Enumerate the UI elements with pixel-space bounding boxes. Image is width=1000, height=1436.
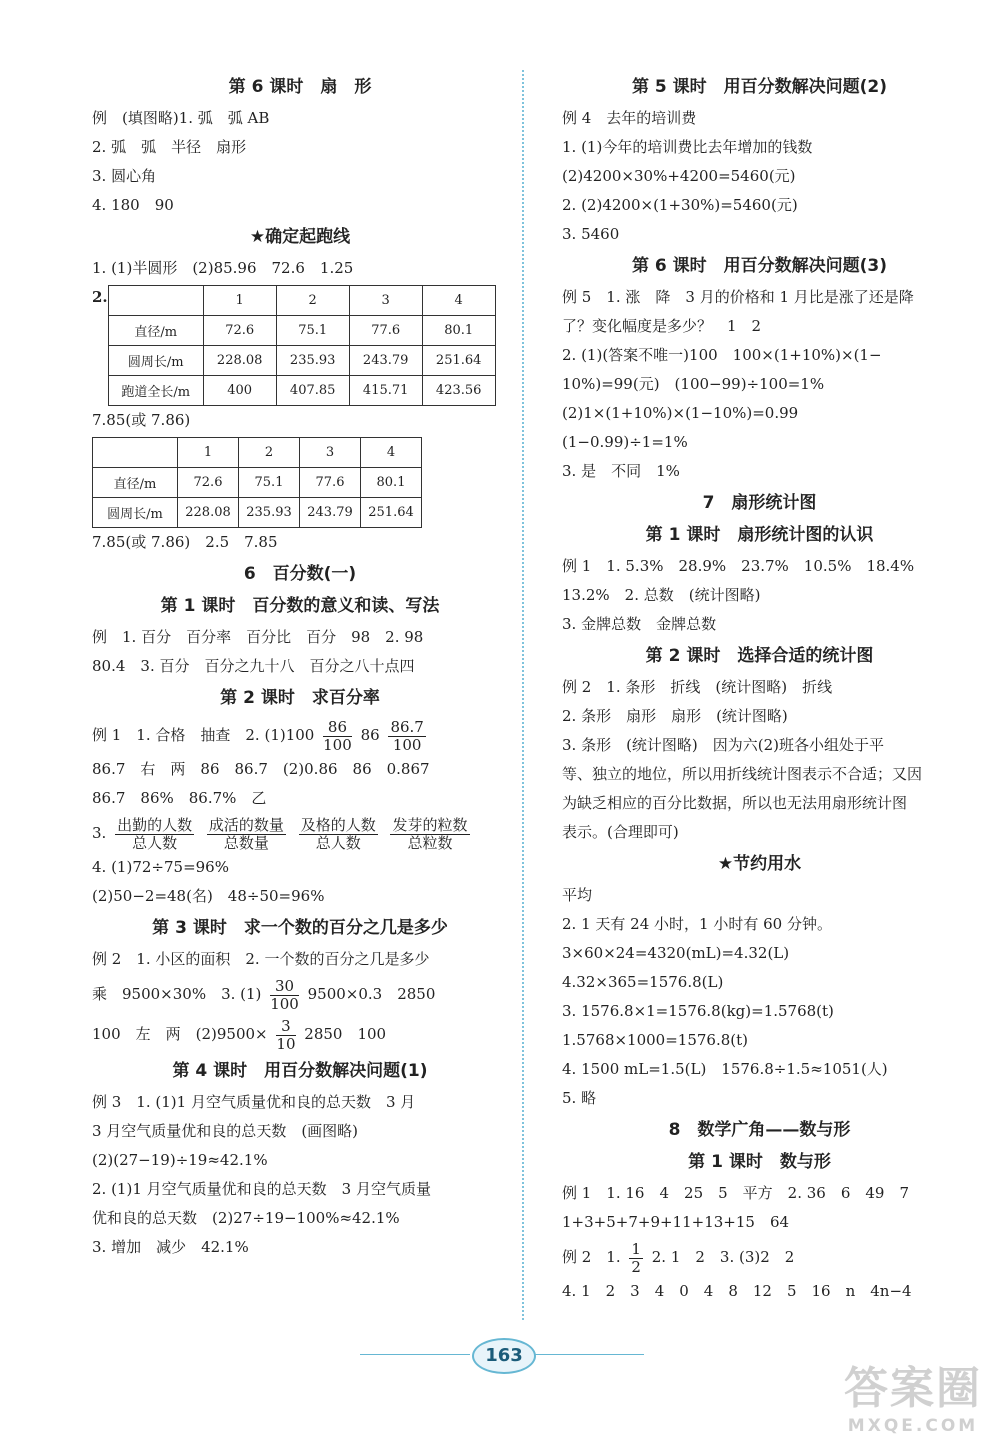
table-cell: 75.1 bbox=[239, 468, 300, 498]
answer-line: 3. 1576.8×1=1576.8(kg)=1.5768(t) bbox=[562, 1002, 834, 1020]
table-cell: 圆周长/m bbox=[93, 498, 178, 528]
answer-line: 例 2 1. 小区的面积 2. 一个数的百分之几是多少 bbox=[92, 950, 430, 968]
answer-line: 4.32×365=1576.8(L) bbox=[562, 973, 724, 991]
answer-line: 3×60×24=4320(mL)=4.32(L) bbox=[562, 944, 790, 962]
answer-line: 1+3+5+7+9+11+13+15 64 bbox=[562, 1213, 790, 1231]
section-title: 第 6 课时 扇 形 bbox=[228, 77, 372, 97]
answer-line: 3. 圆心角 bbox=[92, 167, 157, 185]
table-cell: 228.08 bbox=[178, 498, 239, 528]
denominator: 100 bbox=[392, 735, 422, 754]
numerator: 发芽的粒数 bbox=[392, 815, 468, 834]
lesson-title: 第 2 课时 选择合适的统计图 bbox=[645, 646, 874, 666]
text-span: 乘 9500×30% 3. (1) bbox=[92, 985, 262, 1003]
numerator: 1 bbox=[631, 1239, 641, 1258]
answer-line: 86.7 右 两 86 86.7 (2)0.86 86 0.867 bbox=[92, 760, 430, 778]
answer-line: 了？变化幅度是多少？ 1 2 bbox=[562, 317, 762, 335]
answer-line: 例 1. 百分 百分率 百分比 百分 98 2. 98 bbox=[92, 628, 424, 646]
lesson-title: 第 1 课时 百分数的意义和读、写法 bbox=[160, 596, 440, 616]
numerator: 86.7 bbox=[390, 717, 424, 736]
table-cell: 77.6 bbox=[349, 316, 422, 346]
right-column bbox=[562, 70, 957, 1306]
denominator: 2 bbox=[631, 1257, 641, 1276]
answer-line: (2)1×(1+10%)×(1−10%)=0.99 bbox=[562, 404, 799, 422]
table-cell: 400 bbox=[203, 376, 276, 406]
answer-line: (1−0.99)÷1=1% bbox=[562, 433, 688, 451]
table-cell: 直径/m bbox=[93, 468, 178, 498]
watermark-url: MXQE.COM bbox=[847, 1416, 979, 1436]
answer-line: 7.85(或 7.86) 2.5 7.85 bbox=[92, 533, 278, 551]
footer-rule-right bbox=[534, 1354, 644, 1355]
table-cell: 2 bbox=[276, 286, 349, 316]
fraction bbox=[299, 817, 378, 852]
answer-line bbox=[92, 813, 508, 853]
table-cell: 80.1 bbox=[361, 468, 422, 498]
watermark-text: 答案圈 bbox=[844, 1363, 982, 1414]
table-cell: 228.08 bbox=[203, 346, 276, 376]
answer-line: 2. 1 天有 24 小时，1 小时有 60 分钟。 bbox=[562, 915, 832, 933]
data-table-2 bbox=[92, 437, 422, 528]
table-cell: 235.93 bbox=[239, 498, 300, 528]
answer-line: 2. (2)4200×(1+30%)=5460(元) bbox=[562, 196, 798, 214]
text-span: 例 2 1. bbox=[562, 1248, 621, 1266]
lesson-title: 第 6 课时 用百分数解决问题(3) bbox=[631, 256, 888, 276]
lesson-title: 第 5 课时 用百分数解决问题(2) bbox=[631, 77, 888, 97]
table-row bbox=[108, 376, 495, 406]
answer-line: 4. 180 90 bbox=[92, 196, 174, 214]
table-row bbox=[93, 468, 422, 498]
table-cell: 3 bbox=[349, 286, 422, 316]
answer-line: 例 3 1. (1)1 月空气质量优和良的总天数 3 月 bbox=[92, 1093, 416, 1111]
table-cell bbox=[93, 438, 178, 468]
answer-line: 例 4 去年的培训费 bbox=[562, 109, 697, 127]
fraction bbox=[270, 978, 299, 1013]
answer-line: 为缺乏相应的百分比数据，所以也无法用扇形统计图 bbox=[562, 794, 908, 812]
answer-line: 3. 金牌总数 金牌总数 bbox=[562, 615, 717, 633]
denominator: 总粒数 bbox=[407, 833, 453, 852]
lesson-title: 第 1 课时 数与形 bbox=[688, 1152, 831, 1172]
answer-line bbox=[92, 974, 508, 1014]
table-cell: 1 bbox=[203, 286, 276, 316]
answer-line: 4. (1)72÷75=96% bbox=[92, 858, 229, 876]
answer-line: 1. (1)今年的培训费比去年增加的钱数 bbox=[562, 138, 813, 156]
table-cell: 跑道全长/m bbox=[108, 376, 203, 406]
lesson-title: 第 3 课时 求一个数的百分之几是多少 bbox=[152, 918, 448, 938]
answer-line: 3 月空气质量优和良的总天数 (画图略) bbox=[92, 1122, 359, 1140]
page-number: 163 bbox=[472, 1338, 536, 1374]
section-title: ★节约用水 bbox=[717, 854, 802, 874]
item-number: 3. bbox=[92, 824, 107, 842]
denominator: 10 bbox=[276, 1034, 296, 1053]
answer-line: 86.7 86% 86.7% 乙 bbox=[92, 789, 267, 807]
answer-line: 3. 条形 (统计图略) 因为六(2)班各小组处于平 bbox=[562, 736, 885, 754]
denominator: 100 bbox=[270, 994, 299, 1013]
answer-line: 2. (1)(答案不唯一)100 100×(1+10%)×(1− bbox=[562, 346, 882, 364]
table-cell: 2 bbox=[239, 438, 300, 468]
table-cell: 407.85 bbox=[276, 376, 349, 406]
table-cell: 243.79 bbox=[349, 346, 422, 376]
answer-line bbox=[92, 715, 508, 755]
table-cell: 77.6 bbox=[300, 468, 361, 498]
table-cell: 4 bbox=[361, 438, 422, 468]
answer-line: 4. 1 2 3 4 0 4 8 12 5 16 n 4n−4 bbox=[562, 1282, 912, 1300]
denominator: 总人数 bbox=[132, 833, 178, 852]
lesson-title: 第 1 课时 扇形统计图的认识 bbox=[645, 525, 874, 545]
table-row bbox=[108, 316, 495, 346]
text-span: 2850 100 bbox=[304, 1025, 387, 1043]
answer-line: (2)4200×30%+4200=5460(元) bbox=[562, 167, 796, 185]
answer-line: 5. 略 bbox=[562, 1089, 597, 1107]
answer-line: 4. 1500 mL=1.5(L) 1576.8÷1.5≈1051(人) bbox=[562, 1060, 888, 1078]
text-span: 例 1 1. 合格 抽查 2. (1)100 bbox=[92, 726, 315, 744]
chapter-title: 8 数学广角——数与形 bbox=[668, 1120, 851, 1140]
answer-line: (2)(27−19)÷19≈42.1% bbox=[92, 1151, 268, 1169]
answer-line: 1. (1)半圆形 (2)85.96 72.6 1.25 bbox=[92, 259, 354, 277]
answer-line: 例 (填图略)1. 弧 弧 AB bbox=[92, 109, 270, 127]
answer-line: 等、独立的地位，所以用折线统计图表示不合适；又因 bbox=[562, 765, 923, 783]
watermark-logo bbox=[844, 1352, 982, 1436]
fraction bbox=[629, 1241, 643, 1276]
table-cell: 圆周长/m bbox=[108, 346, 203, 376]
table-cell: 75.1 bbox=[276, 316, 349, 346]
table-cell: 251.64 bbox=[361, 498, 422, 528]
lesson-title: 第 2 课时 求百分率 bbox=[220, 688, 380, 708]
numerator: 30 bbox=[270, 978, 299, 996]
fraction bbox=[115, 817, 194, 852]
table-cell bbox=[108, 286, 203, 316]
table-cell: 直径/m bbox=[108, 316, 203, 346]
table-cell: 1 bbox=[178, 438, 239, 468]
column-divider bbox=[522, 70, 524, 1320]
chapter-title: 6 百分数(一) bbox=[243, 564, 357, 584]
answer-line: 2. 弧 弧 半径 扇形 bbox=[92, 138, 247, 156]
answer-line: 1.5768×1000=1576.8(t) bbox=[562, 1031, 749, 1049]
answer-line: 3. 5460 bbox=[562, 225, 620, 243]
answer-line: 3. 是 不同 1% bbox=[562, 462, 680, 480]
fraction bbox=[276, 1018, 295, 1053]
answer-line bbox=[92, 1014, 508, 1054]
fraction bbox=[207, 817, 286, 852]
answer-line: (2)50−2=48(名) 48÷50=96% bbox=[92, 887, 325, 905]
answer-line: 13.2% 2. 总数 (统计图略) bbox=[562, 586, 761, 604]
answer-line: 3. 增加 减少 42.1% bbox=[92, 1238, 249, 1256]
answer-line: 例 5 1. 涨 降 3 月的价格和 1 月比是涨了还是降 bbox=[562, 288, 914, 306]
section-title: ★确定起跑线 bbox=[249, 227, 351, 247]
answer-line: 2. (1)1 月空气质量优和良的总天数 3 月空气质量 bbox=[92, 1180, 431, 1198]
table-cell: 4 bbox=[422, 286, 495, 316]
table-cell: 72.6 bbox=[178, 468, 239, 498]
answer-line bbox=[562, 1237, 957, 1277]
answer-line: 平均 bbox=[562, 886, 593, 904]
answer-line: 例 1 1. 16 4 25 5 平方 2. 36 6 49 7 bbox=[562, 1184, 909, 1202]
answer-line: 80.4 3. 百分 百分之九十八 百分之八十点四 bbox=[92, 657, 415, 675]
text-span: 100 左 两 (2)9500× bbox=[92, 1025, 268, 1043]
table-cell: 235.93 bbox=[276, 346, 349, 376]
chapter-title: 7 扇形统计图 bbox=[702, 493, 817, 513]
footer-rule-left bbox=[360, 1354, 470, 1355]
table-cell: 243.79 bbox=[300, 498, 361, 528]
table-cell: 80.1 bbox=[422, 316, 495, 346]
fraction bbox=[388, 719, 425, 754]
answer-line: 7.85(或 7.86) bbox=[92, 411, 191, 429]
fraction bbox=[323, 719, 352, 754]
table-cell: 251.64 bbox=[422, 346, 495, 376]
table-cell: 423.56 bbox=[422, 376, 495, 406]
answer-line: 例 2 1. 条形 折线 (统计图略) 折线 bbox=[562, 678, 833, 696]
answer-line: 优和良的总天数 (2)27÷19−100%≈42.1% bbox=[92, 1209, 400, 1227]
text-span: 9500×0.3 2850 bbox=[307, 985, 436, 1003]
lesson-title: 第 4 课时 用百分数解决问题(1) bbox=[172, 1061, 428, 1081]
table-cell: 415.71 bbox=[349, 376, 422, 406]
denominator: 100 bbox=[323, 735, 352, 754]
text-span: 86 bbox=[360, 726, 380, 744]
numerator: 成活的数量 bbox=[208, 815, 284, 834]
left-column bbox=[92, 70, 508, 1262]
table-cell: 3 bbox=[300, 438, 361, 468]
numerator: 86 bbox=[323, 719, 352, 737]
numerator: 3 bbox=[276, 1018, 295, 1036]
answer-line: 表示。(合理即可) bbox=[562, 823, 679, 841]
denominator: 总人数 bbox=[315, 833, 361, 852]
answer-line: 例 1 1. 5.3% 28.9% 23.7% 10.5% 18.4% bbox=[562, 557, 915, 575]
text-span: 2. 1 2 3. (3)2 2 bbox=[651, 1248, 795, 1266]
numerator: 出勤的人数 bbox=[117, 815, 193, 834]
answer-line: 2. 条形 扇形 扇形 (统计图略) bbox=[562, 707, 788, 725]
fraction bbox=[390, 817, 469, 852]
table-row bbox=[108, 346, 495, 376]
numerator: 及格的人数 bbox=[300, 815, 376, 834]
table-cell: 72.6 bbox=[203, 316, 276, 346]
table-row bbox=[93, 498, 422, 528]
answer-line: 10%)=99(元) (100−99)÷100=1% bbox=[562, 375, 825, 393]
item-number: 2. bbox=[92, 288, 108, 306]
denominator: 总数量 bbox=[223, 833, 269, 852]
data-table-1 bbox=[108, 285, 496, 406]
